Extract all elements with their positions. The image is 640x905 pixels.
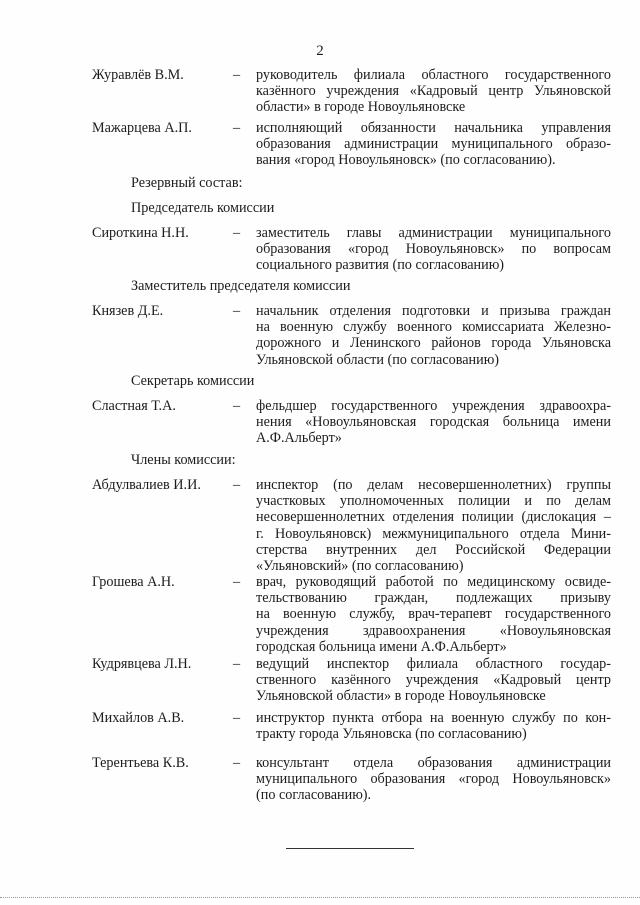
position-line: врач, руководящий работой по медицинскому освиде- — [256, 574, 611, 590]
member-name: Князев Д.Е. — [92, 303, 164, 319]
member-position — [256, 398, 611, 447]
position-line: руководитель филиала областного государственного — [256, 67, 611, 83]
members-heading: Члены комиссии: — [131, 452, 236, 468]
position-line: Ульяновской области» в городе Новоульяновске — [256, 688, 546, 705]
position-line: участковых уполномоченных полиции и по делам — [256, 493, 611, 510]
dash: – — [233, 755, 241, 771]
position-line: нения «Новоульяновская городская больница имени — [256, 414, 611, 431]
position-line: стерства внутренних дел Российской Федерации — [256, 541, 611, 558]
closing-rule — [286, 848, 414, 849]
position-line: начальник отделения подготовки и призыва граждан — [256, 303, 611, 319]
position-line: (по согласованию). — [256, 787, 372, 804]
position-line: г. Новоульяновск) межмуниципального отдела Мини- — [256, 525, 611, 542]
member-position — [256, 755, 611, 804]
position-line: консультант отдела образования администрации — [256, 755, 611, 771]
position-line: на военную службу, врач-терапевт государственного — [256, 606, 611, 623]
member-name: Кудрявцева Л.Н. — [92, 656, 192, 672]
position-line: городская больница имени А.Ф.Альберт» — [256, 638, 507, 655]
position-line: муниципального образования «город Новоульяновск» — [256, 771, 611, 788]
position-line: ведущий инспектор филиала областного государ- — [256, 656, 611, 672]
member-position — [256, 303, 611, 368]
chair-heading: Председатель комиссии — [131, 200, 275, 216]
position-line: на военную службу военного комиссариата Железно- — [256, 319, 611, 336]
position-line: области» в городе Новоульяновске — [256, 99, 466, 116]
member-position — [256, 67, 611, 116]
member-position — [256, 477, 611, 574]
member-position — [256, 225, 611, 274]
scan-edge-artifact — [0, 897, 640, 899]
position-line: вания «город Новоульяновск» (по согласованию). — [256, 152, 556, 169]
dash: – — [233, 303, 241, 319]
member-name: Сироткина Н.Н. — [92, 225, 189, 241]
position-line: инспектор (по делам несовершеннолетних) группы — [256, 477, 611, 493]
reserve-heading: Резервный состав: — [131, 175, 243, 191]
dash: – — [233, 710, 241, 726]
dash: – — [233, 477, 241, 493]
dash: – — [233, 67, 241, 83]
page-number: 2 — [316, 43, 324, 59]
position-line: «Ульяновский» (по согласованию) — [256, 558, 464, 575]
deputy-heading: Заместитель председателя комиссии — [131, 278, 351, 294]
position-line: фельдшер государственного учреждения здравоохра- — [256, 398, 611, 414]
member-position — [256, 710, 611, 742]
position-line: А.Ф.Альберт» — [256, 430, 342, 447]
member-name: Терентьева К.В. — [92, 755, 189, 771]
dash: – — [233, 656, 241, 672]
member-name: Михайлов А.В. — [92, 710, 185, 726]
position-line: Ульяновской области (по согласованию) — [256, 351, 500, 368]
position-line: казённого учреждения «Кадровый центр Ульяновской — [256, 83, 611, 100]
member-name: Сластная Т.А. — [92, 398, 176, 414]
position-line: тельствованию граждан, подлежащих призыву — [256, 590, 611, 607]
dash: – — [233, 574, 241, 590]
dash: – — [233, 398, 241, 414]
position-line: инструктор пункта отбора на военную службу по кон- — [256, 710, 611, 726]
member-name: Абдулвалиев И.И. — [92, 477, 201, 493]
dash: – — [233, 225, 241, 241]
member-position — [256, 656, 611, 705]
member-position — [256, 120, 611, 169]
position-line: заместитель главы администрации муниципального — [256, 225, 611, 241]
dash: – — [233, 120, 241, 136]
position-line: учреждения здравоохранения «Новоульяновская — [256, 622, 611, 639]
position-line: социального развития (по согласованию) — [256, 257, 505, 274]
secretary-heading: Секретарь комиссии — [131, 373, 255, 389]
member-position — [256, 574, 611, 655]
position-line: образования администрации муниципального образо- — [256, 136, 611, 153]
position-line: образования «город Новоульяновск» по вопросам — [256, 241, 611, 258]
member-name: Грошева А.Н. — [92, 574, 175, 590]
position-line: тракту города Ульяновска (по согласованию) — [256, 726, 527, 743]
member-name: Мажарцева А.П. — [92, 120, 192, 136]
member-name: Журавлёв В.М. — [92, 67, 184, 83]
position-line: исполняющий обязанности начальника управления — [256, 120, 611, 136]
position-line: дорожного и Ленинского районов города Ульяновска — [256, 335, 611, 352]
position-line: ственного казённого учреждения «Кадровый центр — [256, 672, 611, 689]
position-line: несовершеннолетних отделения полиции (дислокация – — [256, 509, 611, 526]
